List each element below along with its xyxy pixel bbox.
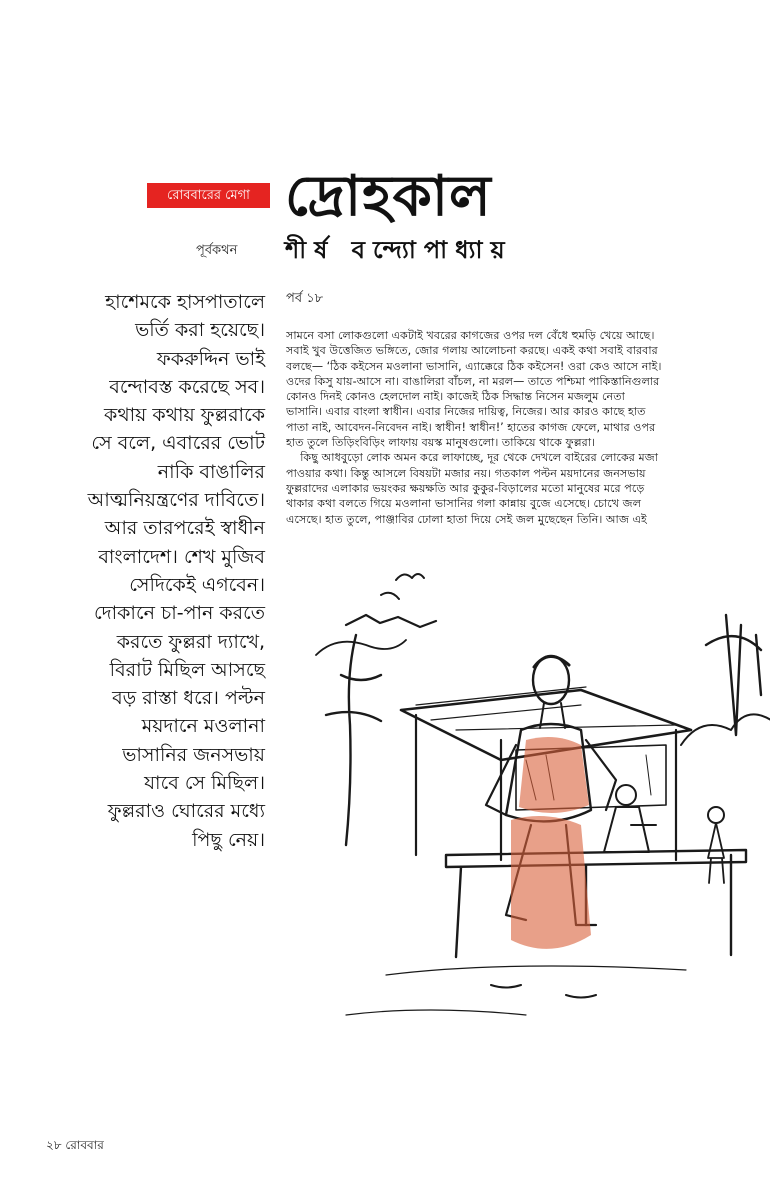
story-body bbox=[286, 328, 764, 527]
author-name: শীর্ষ বন্দ্যোপাধ্যায় bbox=[285, 236, 513, 264]
body-line: ফুল্লরাদের এলাকার ভয়ংকর ক্ষয়ক্ষতি আর কুকুর-বিড়ালের মতো মানুষের মরে পড়ে bbox=[286, 481, 645, 495]
summary-line: ময়দানে মওলানা bbox=[141, 715, 265, 738]
summary-line: ভাসানির জনসভায় bbox=[122, 743, 265, 766]
summary-line: বাংলাদেশ। শেখ মুজিব bbox=[98, 545, 265, 568]
body-line: কোনও দিনই কোনও হেলদোল নাই। কাজেই ঠিক সিদ্ধান্ত নিসেন মজলুম নেতা bbox=[286, 390, 625, 404]
body-line: সবাই খুব উত্তেজিত ভঙ্গিতে, জোর গলায় আলোচনা করছে। একই কথা সবাই বারবার bbox=[286, 344, 658, 358]
body-line: হাত তুলে তিড়িংবিড়িং লাফায় বয়স্ক মানুষগুলো। তাকিয়ে থাকে ফুল্লরা। bbox=[286, 436, 596, 450]
summary-line: ভর্তি করা হয়েছে। bbox=[135, 319, 265, 342]
summary-line: দোকানে চা-পান করতে bbox=[93, 602, 265, 625]
body-line: পাতা নাই, আবেদন-নিবেদন নাই। স্বাধীন! স্বাধীন!’ হাতের কাগজ ফেলে, মাথার ওপর bbox=[286, 420, 656, 434]
summary-line: যাবে সে মিছিল। bbox=[144, 772, 265, 795]
body-line: থাকার কথা বলতে গিয়ে মওলানা ভাসানির গলা কান্নায় বুজে এসেছে। চোখে জল bbox=[286, 497, 642, 511]
previous-summary bbox=[25, 288, 265, 854]
summary-line: আত্মনিয়ন্ত্রণের দাবিতে। bbox=[87, 489, 265, 512]
body-line: পাওয়ার কথা। কিন্তু আসলে বিষয়টা মজার নয়। গতকাল পল্টন ময়দানের জনসভায় bbox=[286, 466, 646, 480]
summary-line: বড় রাস্তা ধরে। পল্টন bbox=[112, 687, 265, 710]
summary-line: ফুল্লরাও ঘোরের মধ্যে bbox=[107, 800, 265, 823]
body-line: ওদের কিসু যায়-আসে না। বাঙালিরা বাঁচল, না মরল— তাতে পশ্চিমা পাকিস্তানিগুলার bbox=[286, 374, 660, 388]
story-title: দ্রোহকাল bbox=[285, 164, 492, 229]
story-illustration bbox=[286, 555, 770, 1100]
section-badge: রোববারের মেগা bbox=[147, 183, 270, 208]
summary-line: নাকি বাঙালির bbox=[157, 460, 265, 483]
summary-line: করতে ফুল্লরা দ্যাখে, bbox=[116, 630, 265, 653]
previous-summary-label: পূর্বকথন bbox=[196, 243, 238, 258]
summary-line: ফকরুদ্দিন ভাই bbox=[156, 347, 265, 370]
summary-line: সে বলে, এবারের ভোট bbox=[91, 432, 265, 455]
summary-line: কথায় কথায় ফুল্লরাকে bbox=[104, 404, 265, 427]
body-line: কিছু আধবুড়ো লোক অমন করে লাফাচ্ছে, দূর থেকে দেখলে বাইরের লোকের মজা bbox=[286, 451, 658, 465]
body-line: ভাসানি। এবার বাংলা স্বাধীন। এবার নিজের দায়িত্ব, নিজের। আর কারও কাছে হাত bbox=[286, 405, 646, 419]
page-footer: ২৮ রোববার bbox=[46, 1138, 104, 1152]
summary-line: বিরাট মিছিল আসছে bbox=[109, 658, 265, 681]
summary-line: পিছু নেয়। bbox=[192, 828, 265, 851]
summary-line: হাশেমকে হাসপাতালে bbox=[105, 291, 265, 313]
summary-line: আর তারপরেই স্বাধীন bbox=[104, 517, 265, 540]
episode-number: পর্ব ১৮ bbox=[286, 291, 324, 306]
summary-line: বন্দোবস্ত করেছে সব। bbox=[109, 375, 265, 398]
summary-line: সেদিকেই এগবেন। bbox=[129, 573, 265, 596]
body-line: এসেছে। হাত তুলে, পাঞ্জাবির ঢোলা হাতা দিয়ে সেই জল মুছেছেন তিনি। আজ এই bbox=[286, 512, 647, 526]
body-line: সামনে বসা লোকগুলো একটাই খবরের কাগজের ওপর দল বেঁধে হুমড়ি খেয়ে আছে। bbox=[286, 329, 655, 342]
body-line: বলছে— ‘ঠিক কইসেন মওলানা ভাসানি, এ্যাক্কেরে ঠিক কইসেন! ওরা কেও আসে নাই। bbox=[286, 359, 662, 373]
